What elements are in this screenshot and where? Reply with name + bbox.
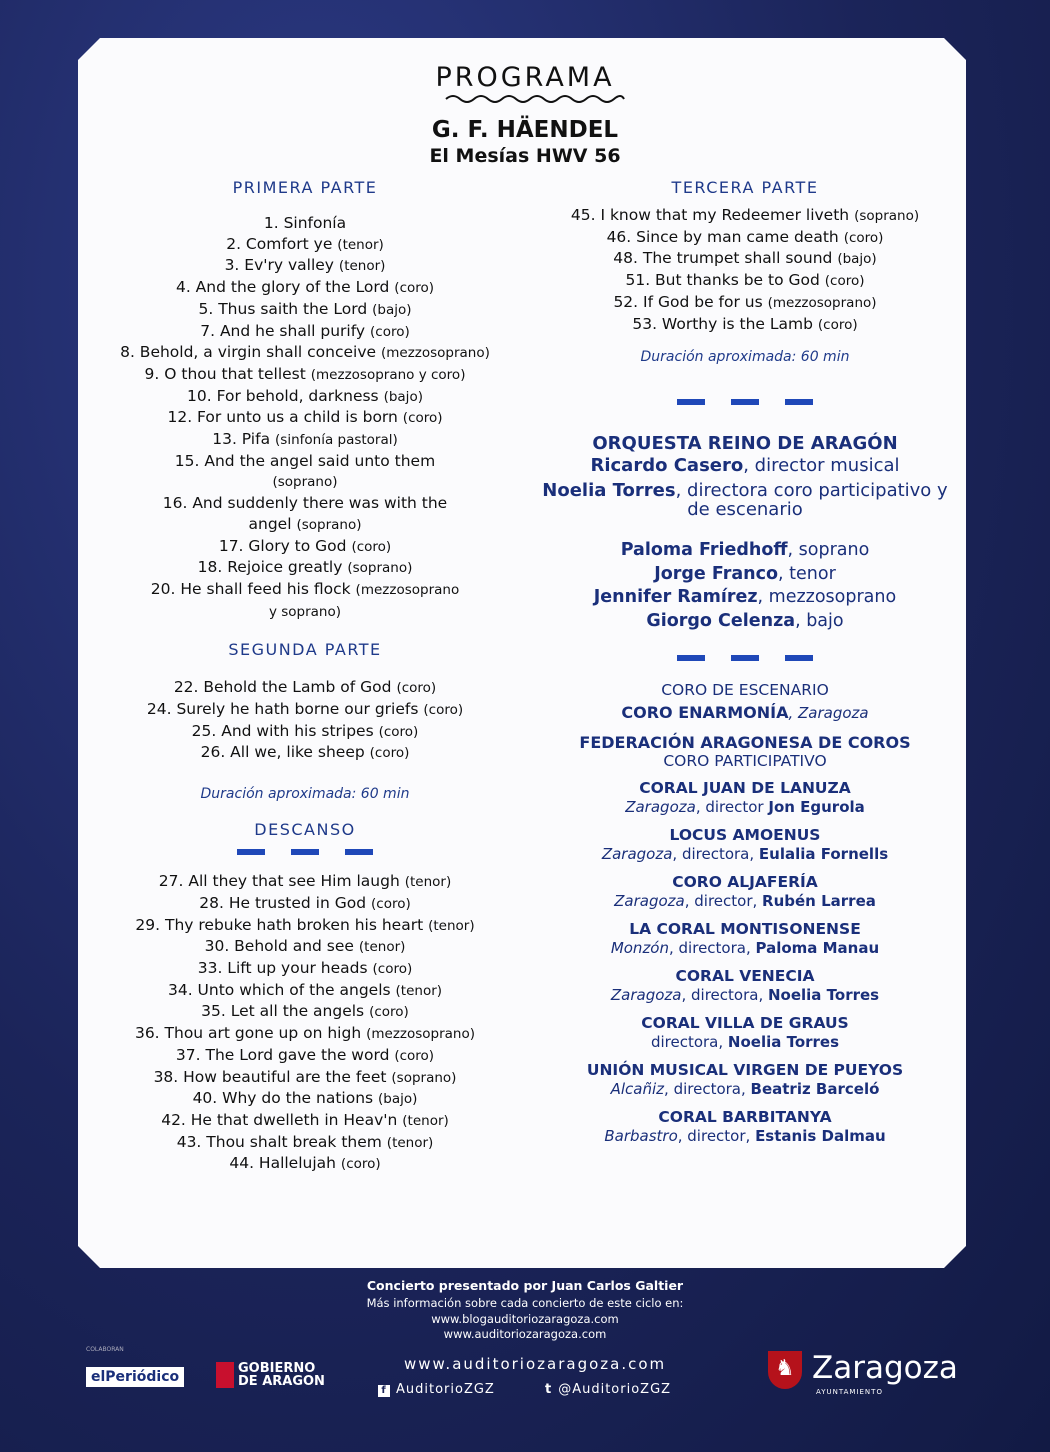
- choir-name: LOCUS AMOENUS: [669, 826, 821, 845]
- soloist-role: , mezzosoprano: [757, 587, 897, 608]
- choir-name: CORAL VENECIA: [675, 967, 815, 986]
- choir-detail: [540, 1080, 950, 1098]
- choir-detail: [540, 939, 950, 957]
- choir-city: Zaragoza: [610, 986, 682, 1005]
- program-item-voice: (tenor): [386, 1134, 434, 1151]
- choir-name: CORAL JUAN DE LANUZA: [639, 779, 851, 798]
- more-info: [0, 1296, 1050, 1343]
- program-item: [540, 314, 950, 336]
- program-item-title: 10. For behold, darkness: [187, 386, 379, 405]
- program-item-title: 35. Let all the angels: [201, 1002, 365, 1021]
- choir-role: , directora,: [669, 939, 756, 958]
- choir-name: CORAL BARBITANYA: [658, 1108, 832, 1127]
- zaragoza-logo: [768, 1350, 958, 1396]
- gobierno-line1: GOBIERNO: [238, 1361, 316, 1376]
- program-item: [80, 980, 530, 1002]
- choir-role: directora,: [650, 1033, 728, 1052]
- more-info-text: Más información sobre cada concierto de este ciclo en:: [366, 1296, 684, 1310]
- facebook-handle: AuditorioZGZ: [396, 1382, 495, 1397]
- program-item: [80, 699, 530, 721]
- soloist-name: Paloma Friedhoff: [620, 540, 788, 561]
- soloist: [540, 610, 950, 634]
- program-item-title: 37. The Lord gave the word: [175, 1045, 390, 1064]
- program-item: [80, 1153, 530, 1175]
- soloist: [540, 563, 950, 587]
- soloist: [540, 539, 950, 563]
- program-item-title: 40. Why do the nations: [192, 1089, 374, 1108]
- program-item-voice: (coro): [369, 1004, 409, 1021]
- soloist: [540, 586, 950, 610]
- choir-entry: [540, 1108, 950, 1145]
- presenter-line: Concierto presentado por Juan Carlos Galtier: [366, 1278, 684, 1293]
- segunda-list: [80, 677, 530, 764]
- program-item-voice: (coro): [372, 960, 413, 977]
- program-item-title: 53. Worthy is the Lamb: [632, 314, 813, 333]
- zaragoza-logo-sub: AYUNTAMIENTO: [816, 1388, 883, 1396]
- program-item: [80, 557, 530, 579]
- section-heading-tercera: TERCERA PARTE: [671, 178, 819, 197]
- left-column: [80, 178, 530, 1175]
- choir-name: CORO ALJAFERÍA: [672, 873, 818, 892]
- choir-detail: [540, 798, 950, 816]
- choir-entry: [540, 1061, 950, 1098]
- choir-director-name: Noelia Torres: [542, 480, 676, 502]
- descanso-list: [80, 871, 530, 1175]
- choir-role: , directora,: [664, 1080, 751, 1099]
- program-item: [80, 234, 530, 256]
- choir-name: CORAL VILLA DE GRAUS: [641, 1014, 849, 1033]
- program-item-title: 48. The trumpet shall sound: [613, 249, 833, 268]
- program-item-voice: (tenor): [404, 874, 452, 891]
- choir-director-role: , directora coro participativo y de escenario: [675, 480, 948, 521]
- program-item-voice: (tenor): [402, 1112, 449, 1129]
- program-item: [80, 1067, 530, 1089]
- program-item: [80, 536, 530, 558]
- program-item-voice: (mezzosoprano): [767, 294, 877, 311]
- choir-detail: [540, 1033, 950, 1051]
- program-item-title: 2. Comfort ye: [226, 234, 333, 253]
- program-item-voice: (bajo): [383, 388, 423, 405]
- program-item: [540, 227, 950, 249]
- conductor-role: , director musical: [743, 455, 900, 477]
- choir-director: Paloma Manau: [755, 939, 880, 958]
- choir-role: , director,: [677, 1127, 756, 1146]
- program-item: [80, 299, 530, 321]
- choir-entry: [540, 779, 950, 816]
- soloist-role: , tenor: [778, 563, 836, 584]
- orchestra-name: ORQUESTA REINO DE ARAGÓN: [592, 433, 898, 455]
- aragon-flag-icon: [216, 1362, 234, 1388]
- program-item-title: 26. All we, like sheep: [200, 743, 365, 762]
- primera-list: [80, 213, 530, 622]
- program-item-title: 3. Ev'ry valley: [224, 256, 334, 275]
- blog-link[interactable]: www.blogauditoriozaragoza.com: [431, 1311, 619, 1326]
- section-heading-primera: PRIMERA PARTE: [232, 178, 378, 197]
- program-item-voice: (tenor): [337, 236, 384, 253]
- program-item: [80, 342, 530, 364]
- program-item-title: 20. He shall feed his flock: [150, 579, 351, 598]
- choirs-list: [540, 779, 950, 1145]
- choir-city: Monzón: [610, 939, 669, 958]
- conductor: [540, 455, 950, 477]
- stage-choir: [540, 704, 950, 722]
- program-item-voice: (tenor): [358, 939, 406, 956]
- program-item-voice: (mezzosoprano y coro): [310, 366, 466, 383]
- choir-director: Noelia Torres: [767, 986, 880, 1005]
- program-item-voice: (mezzosoprano): [380, 345, 490, 362]
- program-item: [540, 248, 950, 270]
- program-item: [80, 1045, 530, 1067]
- program-item-title: 15. And the angel said unto them: [174, 451, 436, 470]
- program-item: [80, 213, 530, 234]
- program-item: [80, 1132, 530, 1154]
- program-item-title: 52. If God be for us: [613, 292, 763, 311]
- program-item: [540, 205, 950, 227]
- soloist-name: Jennifer Ramírez: [593, 587, 758, 608]
- program-item-title: 9. O thou that tellest: [144, 364, 306, 383]
- choir-detail: [540, 892, 950, 910]
- periodico-logo: elPeriódico: [86, 1367, 184, 1387]
- participative-label: CORO PARTICIPATIVO: [663, 752, 827, 771]
- program-item: [80, 321, 530, 343]
- choir-director: Jon Egurola: [768, 798, 865, 817]
- choir-entry: [540, 1014, 950, 1051]
- wave-divider-icon: [444, 93, 626, 105]
- website-link[interactable]: www.auditoriozaragoza.com: [404, 1355, 667, 1373]
- tercera-list: [540, 205, 950, 335]
- program-item-voice: (coro): [817, 316, 858, 333]
- section-heading-segunda: SEGUNDA PARTE: [228, 640, 382, 660]
- zaragoza-logo-text: Zaragoza: [812, 1350, 958, 1386]
- program-item: [80, 579, 530, 622]
- federation-name: FEDERACIÓN ARAGONESA DE COROS: [579, 733, 911, 753]
- program-item-voice: (soprano): [347, 560, 413, 577]
- choir-director: Estanis Dalmau: [755, 1127, 886, 1146]
- twitter-icon: t: [545, 1382, 553, 1397]
- program-item-voice: (coro): [423, 702, 464, 719]
- choir-director: Beatriz Barceló: [750, 1080, 880, 1099]
- program-item: [80, 871, 530, 893]
- right-column: [540, 178, 950, 1155]
- program-item-voice: (soprano): [854, 208, 920, 224]
- site-link[interactable]: www.auditoriozaragoza.com: [443, 1327, 607, 1341]
- program-item: [80, 364, 530, 386]
- program-item-voice: (mezzosoprano y soprano): [268, 581, 460, 620]
- program-item: [540, 292, 950, 314]
- choir-director: [540, 481, 950, 519]
- program-item: [80, 915, 530, 937]
- program-item-title: 30. Behold and see: [204, 937, 354, 956]
- program-item: [540, 270, 950, 292]
- program-item-title: 17. Glory to God: [218, 536, 347, 555]
- choir-director: Rubén Larrea: [762, 892, 876, 911]
- program-item-title: 33. Lift up your heads: [197, 958, 368, 977]
- program-item-voice: (coro): [351, 538, 392, 555]
- program-item-voice: (coro): [370, 323, 410, 340]
- program-item-title: 27. All they that see Him laugh: [158, 872, 400, 891]
- duration-tercera: Duración aproximada: 60 min: [640, 349, 850, 366]
- choir-entry: [540, 873, 950, 910]
- program-item-voice: (coro): [394, 1047, 435, 1064]
- work-title: El Mesías HWV 56: [429, 145, 621, 167]
- facebook-link[interactable]: [378, 1382, 495, 1397]
- stage-choir-city: , Zaragoza: [788, 704, 869, 723]
- soloists-list: [540, 539, 950, 633]
- program-item-voice: (coro): [378, 723, 419, 740]
- program-item-voice: (tenor): [395, 982, 443, 999]
- choir-name: LA CORAL MONTISONENSE: [629, 920, 861, 939]
- program-item-voice: (coro): [340, 1156, 381, 1173]
- soloist-name: Jorge Franco: [654, 563, 779, 584]
- program-item-title: 25. And with his stripes: [191, 721, 374, 740]
- composer: G. F. HÄENDEL: [431, 117, 619, 143]
- program-item-title: 24. Surely he hath borne our griefs: [146, 700, 419, 719]
- program-item: [80, 255, 530, 277]
- program-item-voice: (coro): [824, 273, 865, 290]
- program-item-title: 29. Thy rebuke hath broken his heart: [135, 915, 424, 934]
- choir-role: , director: [695, 798, 769, 817]
- gobierno-aragon-logo: [216, 1362, 325, 1388]
- program-item-title: 13. Pifa: [212, 430, 271, 449]
- program-item-title: 34. Unto which of the angels: [167, 980, 391, 999]
- choir-city: Zaragoza: [601, 845, 673, 864]
- choir-role: , director,: [684, 892, 763, 911]
- program-item: [80, 893, 530, 915]
- facebook-icon: f: [378, 1385, 390, 1397]
- program-item-voice: (coro): [394, 280, 435, 297]
- program-item: [80, 936, 530, 958]
- program-item-voice: (soprano): [272, 474, 338, 491]
- program-item-title: 45. I know that my Redeemer liveth: [570, 206, 850, 224]
- choir-detail: [540, 1127, 950, 1145]
- choir-city: Zaragoza: [625, 798, 696, 817]
- program-item-voice: (coro): [369, 745, 410, 762]
- program-item: [80, 721, 530, 743]
- program-item: [80, 493, 530, 535]
- program-item-title: 16. And suddenly there was with the angel: [162, 494, 448, 533]
- gobierno-line2: DE ARAGON: [238, 1374, 325, 1389]
- page-title: PROGRAMA: [435, 62, 615, 93]
- program-item: [80, 429, 530, 451]
- duration-segunda: Duración aproximada: 60 min: [200, 786, 410, 803]
- program-item-title: 36. Thou art gone up on high: [134, 1024, 362, 1043]
- choir-role: , directora,: [681, 986, 768, 1005]
- stage-choir-name: CORO ENARMONÍA: [621, 703, 789, 723]
- program-item-voice: (bajo): [378, 1091, 418, 1108]
- program-item-title: 22. Behold the Lamb of God: [173, 678, 392, 697]
- choir-city: Zaragoza: [614, 892, 685, 911]
- program-item: [80, 958, 530, 980]
- zaragoza-lion-shield-icon: [768, 1351, 802, 1389]
- soloist-name: Giorgo Celenza: [646, 610, 796, 631]
- choir-city: Alcañiz: [610, 1080, 665, 1099]
- program-item: [80, 451, 530, 493]
- program-item: [80, 1001, 530, 1023]
- stage-choir-label: CORO DE ESCENARIO: [661, 681, 829, 700]
- choir-name: UNIÓN MUSICAL VIRGEN DE PUEYOS: [586, 1061, 904, 1080]
- program-item-voice: (mezzosoprano): [366, 1026, 476, 1043]
- colaboran-label: COLABORAN: [86, 1346, 124, 1353]
- choir-entry: [540, 826, 950, 863]
- program-item-voice: (bajo): [837, 251, 877, 268]
- choir-entry: [540, 920, 950, 957]
- program-item-title: 12. For unto us a child is born: [167, 408, 398, 427]
- soloist-role: , soprano: [787, 540, 870, 561]
- program-item-voice: (sinfonía pastoral): [275, 432, 398, 449]
- choir-director: Noelia Torres: [727, 1033, 840, 1052]
- choir-director: Eulalia Fornells: [758, 845, 889, 864]
- choir-detail: [540, 845, 950, 863]
- program-item: [80, 386, 530, 408]
- section-heading-descanso: DESCANSO: [254, 820, 356, 840]
- program-item: [80, 277, 530, 299]
- choir-city: Barbastro: [604, 1127, 678, 1146]
- program-item-title: 43. Thou shalt break them: [176, 1132, 382, 1151]
- program-item-title: 51. But thanks be to God: [625, 271, 820, 290]
- program-item-voice: (tenor): [338, 258, 386, 275]
- program-item-voice: (soprano): [391, 1069, 457, 1086]
- choir-role: , directora,: [672, 845, 759, 864]
- program-item-voice: (tenor): [428, 917, 475, 934]
- program-item-title: 38. How beautiful are the feet: [153, 1067, 387, 1086]
- program-item-title: 8. Behold, a virgin shall conceive: [120, 343, 377, 362]
- program-item-voice: (soprano): [296, 516, 362, 533]
- soloist-role: , bajo: [795, 610, 844, 631]
- program-item: [80, 407, 530, 429]
- program-item-voice: (coro): [402, 410, 443, 427]
- program-item: [80, 677, 530, 699]
- program-item: [80, 742, 530, 764]
- program-item-voice: (coro): [843, 229, 884, 246]
- choir-detail: [540, 986, 950, 1004]
- program-item-title: 42. He that dwelleth in Heav'n: [161, 1110, 398, 1129]
- program-item-title: 1. Sinfonía: [263, 214, 347, 232]
- program-item-voice: (coro): [371, 895, 411, 912]
- program-item-title: 46. Since by man came death: [606, 227, 839, 246]
- program-item-title: 18. Rejoice greatly: [197, 558, 343, 577]
- program-item-title: 28. He trusted in God: [199, 893, 367, 912]
- program-item: [80, 1110, 530, 1132]
- program-item-title: 5. Thus saith the Lord: [198, 299, 368, 318]
- program-item-title: 7. And he shall purify: [200, 321, 366, 340]
- program-item-voice: (coro): [396, 680, 437, 697]
- program-item-voice: (bajo): [372, 301, 412, 318]
- program-item-title: 4. And the glory of the Lord: [175, 278, 390, 297]
- program-item-title: 44. Hallelujah: [229, 1154, 336, 1173]
- choir-entry: [540, 967, 950, 1004]
- program-item: [80, 1088, 530, 1110]
- twitter-link[interactable]: [545, 1382, 671, 1397]
- conductor-name: Ricardo Casero: [590, 455, 744, 477]
- twitter-handle: @AuditorioZGZ: [558, 1382, 672, 1397]
- program-item: [80, 1023, 530, 1045]
